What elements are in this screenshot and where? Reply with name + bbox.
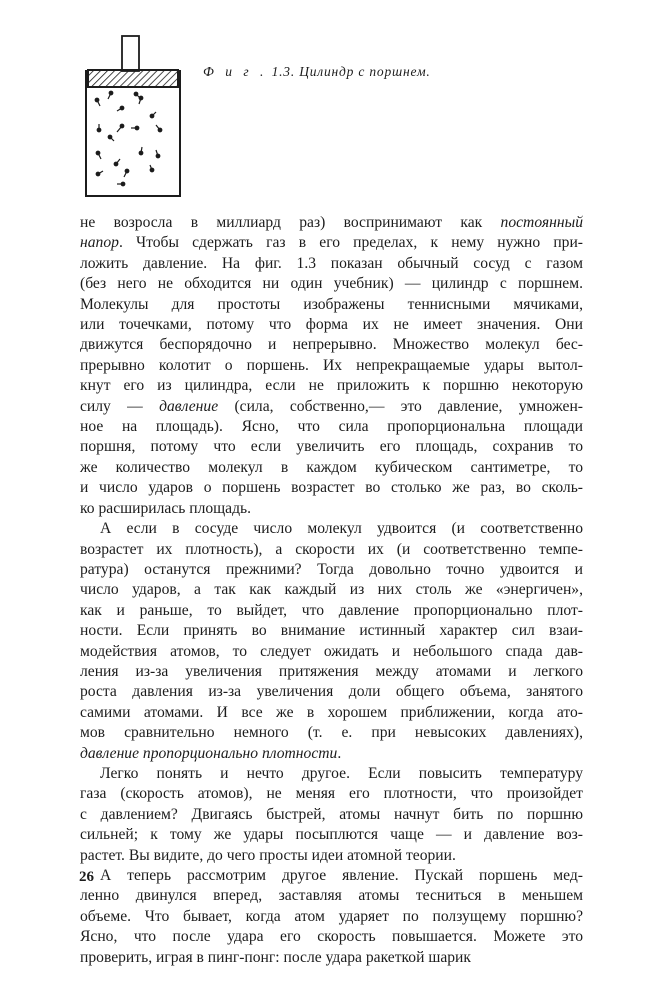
- molecule: [117, 106, 124, 111]
- text-line: давление пропорционально плотности.: [80, 744, 342, 762]
- text-line: объеме. Что бывает, когда атом ударяет по ползущему поршню?: [80, 907, 583, 925]
- molecule: [124, 169, 129, 177]
- text-line: А если в сосуде число молекул удвоится (и соответственно: [100, 520, 583, 538]
- text-line: ности. Если принять во внимание истинный характер сил взаи-: [80, 622, 583, 640]
- text-line: прерывно колотит о поршень. Их непрекращаемые удары вытол-: [80, 356, 583, 374]
- text-line: Легко понять и нечто другое. Если повысить температуру: [100, 764, 583, 782]
- molecule: [156, 150, 160, 158]
- text-line: роста давления из-за увеличения доли общего объема, занятого: [80, 683, 583, 701]
- text-line: (без него не обходится ни один учебник) — цилиндр с поршнем.: [80, 275, 583, 293]
- text-line: А теперь рассмотрим другое явление. Пускай поршень мед-: [100, 867, 583, 884]
- text-line: же количество молекул в каждом кубическом сантиметре, то: [80, 458, 583, 476]
- text-line: или точечками, потому что форма их не имеет значения. Они: [80, 316, 583, 334]
- molecule: [114, 159, 120, 166]
- text-line: ко расширилась площадь.: [80, 499, 252, 517]
- paragraph: [80, 519, 583, 764]
- molecule: [117, 124, 124, 132]
- molecule: [97, 124, 101, 132]
- text-line: поршня, потому что если увеличить его площадь, сохранив то: [80, 438, 583, 456]
- text-line: ленно двинулся вперед, заставляя атомы тесниться в меньшем: [80, 887, 583, 905]
- text-line: силу — давление (сила, собственно,— это давление, умножен-: [80, 397, 583, 415]
- molecule: [96, 171, 103, 176]
- text-line: сильней; к тому же удары посыплются чаще — и давление воз-: [80, 826, 583, 844]
- molecule: [156, 125, 162, 132]
- text-line: ления из-за увеличения притяжения между атомами и легкого: [80, 662, 583, 680]
- text-line: кнут его из цилиндра, если не приложить к поршню некоторую: [80, 377, 583, 395]
- text-line: Молекулы для простоты изображены теннисными мячиками,: [80, 295, 583, 313]
- text-line: газа (скорость атомов), не меняя его плотности, что произойдет: [80, 785, 583, 803]
- cylinder-with-piston-figure: [84, 30, 184, 198]
- text-line: ложить давление. На фиг. 1.3 показан обычный сосуд с газом: [80, 254, 583, 272]
- text-line: возрастет их плотность), а скорости их (и соответственно темпе-: [80, 540, 583, 558]
- molecule: [139, 96, 143, 104]
- caption-text: Цилиндр с поршнем.: [299, 64, 431, 79]
- text-line: не возросла в миллиард раз) воспринимают как постоянный: [80, 214, 583, 231]
- molecule: [96, 151, 101, 159]
- molecule: [108, 135, 114, 141]
- paragraph: [80, 213, 583, 519]
- text-line: число ударов, а так как каждый из них столь же «энергичен»,: [80, 581, 583, 599]
- cylinder-walls: [86, 70, 180, 196]
- paragraph: [80, 764, 583, 866]
- text-line: самими атомами. И все же в хорошем приближении, когда ато-: [80, 703, 583, 721]
- text-line: и число ударов о поршень возрастет во столько же раз, во сколь-: [80, 479, 583, 497]
- molecule: [95, 98, 100, 106]
- text-line: Ясно, что после удара его скорость повышается. Можете это: [80, 928, 583, 946]
- molecule: [108, 91, 113, 99]
- text-line: ратура) останутся прежними? Тогда довольно точно удвоится и: [80, 560, 583, 578]
- text-line: как и раньше, то выйдет, что давление пропорционально плот-: [80, 601, 583, 619]
- molecule: [139, 147, 143, 155]
- body-text: [80, 213, 583, 968]
- text-line: модействия атомов, то следует ожидать и небольшого спада дав-: [80, 642, 583, 660]
- molecule: [117, 182, 125, 186]
- piston-rod: [122, 36, 139, 71]
- text-line: напор. Чтобы сдержать газ в его пределах, к нему нужно при-: [80, 234, 583, 252]
- text-line: растет. Вы видите, до чего просты идеи атомной теории.: [80, 846, 456, 864]
- page-number: 26: [79, 869, 94, 885]
- text-line: с давлением? Двигаясь быстрей, атомы начнут бить по поршню: [80, 805, 583, 823]
- molecule: [131, 126, 139, 130]
- molecule: [150, 112, 156, 118]
- caption-number: 1.3.: [271, 64, 296, 79]
- text-line: проверить, играя в пинг-понг: после удара ракеткой шарик: [80, 948, 471, 966]
- figure-caption: [203, 64, 431, 80]
- gas-molecules: [95, 91, 162, 186]
- piston: [88, 70, 178, 87]
- caption-prefix: Ф и г .: [203, 64, 268, 79]
- molecule: [150, 165, 154, 172]
- text-line: ное на площадь). Ясно, что сила пропорциональна площади: [80, 418, 583, 436]
- text-line: мов сравнительно немного (т. е. при невысоких давлениях),: [80, 724, 583, 742]
- paragraph: [80, 866, 583, 968]
- text-line: движутся беспорядочно и непрерывно. Множество молекул бес-: [80, 336, 583, 354]
